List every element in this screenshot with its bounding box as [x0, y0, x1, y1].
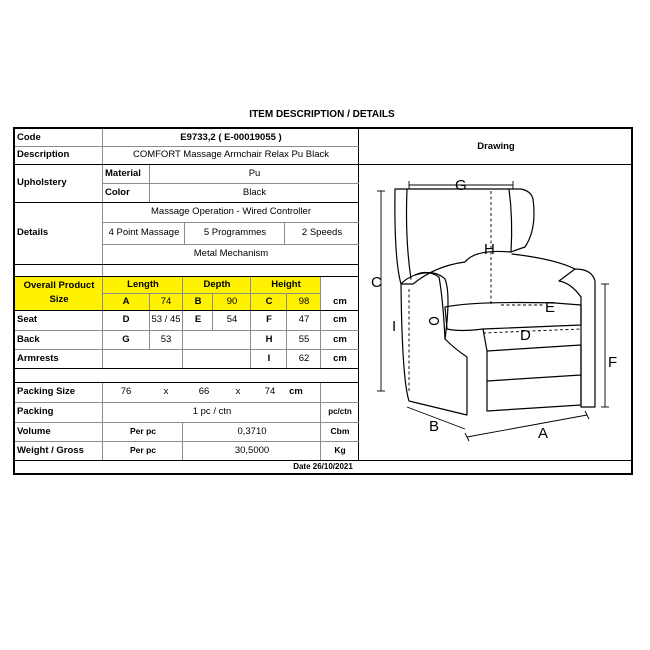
overall-size-label-1: Overall Product: [23, 279, 95, 291]
overall-unit: cm: [333, 295, 347, 307]
packing-size-length: 76: [120, 386, 132, 398]
details-line-1: Massage Operation - Wired Controller: [151, 206, 311, 218]
armchair-right-arm-top: [512, 254, 575, 269]
dimension-label-e: E: [545, 299, 556, 316]
overall-b-letter: B: [194, 295, 202, 307]
packing-size-unit: cm: [289, 386, 303, 398]
page-title: ITEM DESCRIPTION / DETAILS: [249, 109, 395, 120]
packing-size-x2: x: [235, 386, 241, 398]
details-option-2: 5 Programmes: [203, 227, 267, 239]
overall-c-value: 98: [298, 295, 310, 307]
armchair-seat-front: [483, 329, 581, 351]
color-value: Black: [242, 186, 267, 198]
dimension-label-c: C: [371, 274, 382, 291]
color-label: Color: [105, 186, 130, 198]
overall-a-letter: A: [122, 295, 130, 307]
description-label: Description: [17, 149, 70, 161]
back-g-letter: G: [122, 333, 130, 345]
seat-f-value: 47: [298, 314, 310, 326]
details-label: Details: [17, 227, 49, 239]
seat-e-value: 54: [226, 314, 238, 326]
packing-value: 1 pc / ctn: [192, 406, 232, 418]
seat-d-letter: D: [122, 314, 130, 326]
seat-label: Seat: [17, 314, 38, 326]
back-h-letter: H: [265, 333, 273, 345]
upholstery-label: Upholstery: [17, 177, 67, 189]
drawing-title: Drawing: [477, 140, 515, 152]
armrests-unit: cm: [333, 352, 347, 364]
depth-header: Depth: [203, 278, 231, 290]
volume-value: 0,3710: [237, 425, 267, 437]
armchair-left-arm: [401, 272, 467, 415]
packing-label: Packing: [17, 406, 54, 418]
dimension-d-line: [483, 329, 581, 333]
packing-size-height: 74: [264, 386, 276, 398]
date-label: Date 26/10/2021: [293, 462, 353, 471]
back-h-value: 55: [298, 333, 310, 345]
volume-per: Per pc: [130, 426, 156, 437]
volume-unit: Cbm: [330, 426, 350, 437]
material-value: Pu: [248, 167, 261, 179]
armrests-label: Armrests: [17, 352, 59, 364]
weight-label: Weight / Gross: [17, 444, 84, 456]
back-unit: cm: [333, 333, 347, 345]
code-value: E9733,2 ( E-00019055 ): [180, 131, 282, 143]
dimension-label-f: F: [608, 354, 618, 371]
dimension-label-b: B: [429, 418, 440, 435]
massage-controller-icon: [430, 318, 439, 325]
packing-size-width: 66: [198, 386, 210, 398]
seat-f-letter: F: [266, 314, 272, 326]
armchair-seat: [445, 303, 581, 331]
length-header: Length: [127, 278, 159, 290]
dimension-a-line: [467, 415, 587, 437]
seat-unit: cm: [333, 314, 347, 326]
dimension-label-h: H: [484, 241, 495, 258]
material-label: Material: [105, 167, 141, 179]
dimension-label-g: G: [455, 177, 467, 194]
overall-b-value: 90: [226, 295, 238, 307]
dimension-label-i: I: [392, 318, 397, 335]
armchair-drawing: [15, 129, 631, 473]
overall-a-value: 74: [160, 295, 172, 307]
details-line-3: Metal Mechanism: [193, 248, 269, 260]
armchair-wing-line: [407, 189, 412, 279]
weight-value: 30,5000: [234, 444, 270, 456]
packing-size-label: Packing Size: [17, 386, 76, 398]
weight-unit: Kg: [334, 445, 346, 456]
details-option-3: 2 Speeds: [301, 227, 343, 239]
overall-size-label-2: Size: [49, 293, 69, 305]
armrests-i-letter: I: [267, 352, 271, 364]
packing-size-x1: x: [163, 386, 169, 398]
armrests-i-value: 62: [298, 352, 310, 364]
volume-label: Volume: [17, 425, 51, 437]
seat-e-letter: E: [194, 314, 202, 326]
height-header: Height: [271, 278, 301, 290]
dimension-label-d: D: [520, 327, 531, 344]
armchair-back-outline: [395, 189, 534, 284]
armchair-base-line: [487, 375, 581, 381]
code-label: Code: [17, 131, 41, 143]
dimension-label-a: A: [538, 425, 549, 442]
details-option-1: 4 Point Massage: [108, 227, 180, 239]
packing-unit: pc/ctn: [328, 407, 352, 416]
spec-sheet: [13, 127, 633, 475]
description-value: COMFORT Massage Armchair Relax Pu Black: [132, 149, 330, 161]
armchair-right-arm: [559, 269, 595, 407]
back-label: Back: [17, 333, 40, 345]
seat-d-value: 53 / 45: [151, 314, 181, 326]
back-g-value: 53: [160, 333, 172, 345]
weight-per: Per pc: [130, 445, 156, 456]
armchair-wing-line: [509, 189, 512, 252]
overall-c-letter: C: [265, 295, 273, 307]
